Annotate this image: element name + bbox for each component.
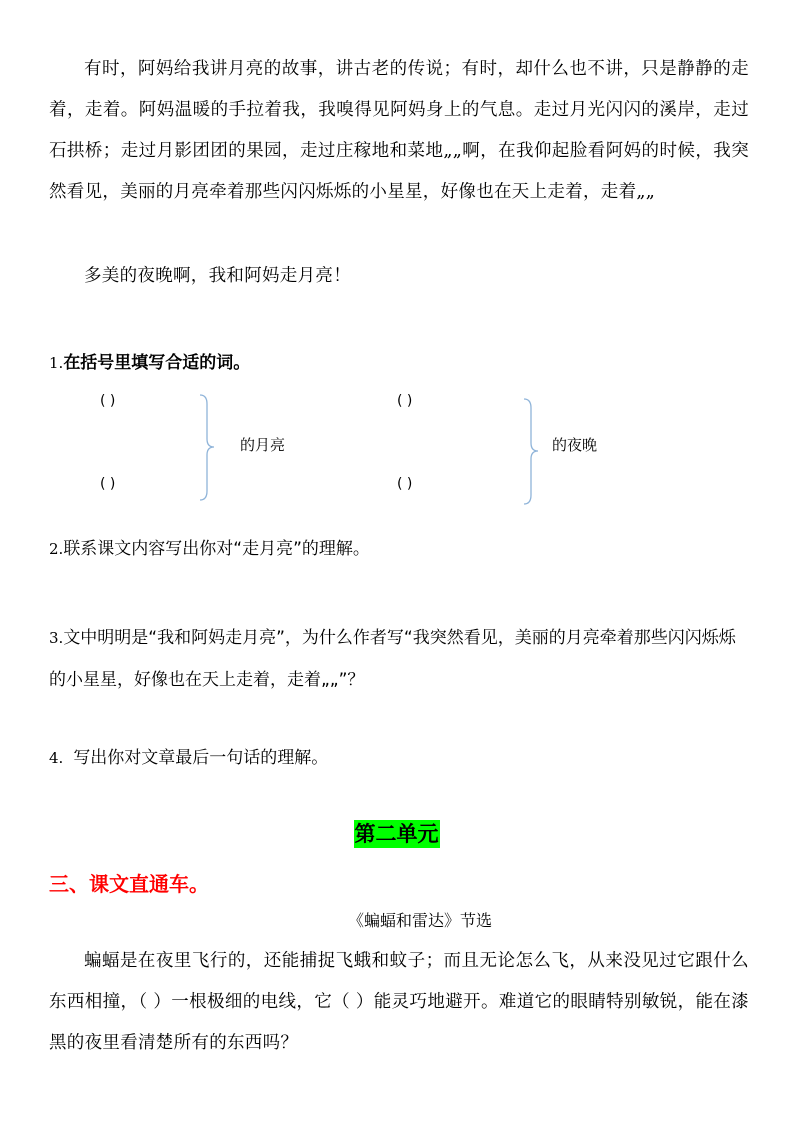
question-4-number: 4. [49, 749, 64, 767]
brace-left-icon [198, 394, 216, 502]
question-3 [49, 617, 749, 701]
question-1-text: 在括号里填写合适的词。 [63, 353, 251, 373]
label-moon: 的月亮 [240, 436, 286, 454]
blank-left-top[interactable]: ( ) [100, 393, 116, 409]
brace-right-icon [522, 398, 540, 506]
question-3-text: 文中明明是“我和阿妈走月亮”，为什么作者写“我突然看见，美丽的月亮牵着那些闪闪烁烁的小星星，好像也在天上走着，走着„„”？ [49, 628, 736, 690]
question-3-number: 3. [49, 629, 64, 647]
question-2-number: 2. [49, 540, 64, 558]
blank-left-bottom[interactable]: ( ) [100, 476, 116, 492]
blank-right-bottom[interactable]: ( ) [397, 476, 413, 492]
question-2 [49, 532, 749, 566]
section-heading: 三、课文直通车。 [49, 872, 209, 896]
passage2-title: 《蝙蝠和雷达》节选 [347, 911, 492, 930]
passage2-paragraph: 蝙蝠是在夜里飞行的，还能捕捉飞蛾和蚊子；而且无论怎么飞，从来没见过它跟什么东西相撞，（ ）一根极细的电线，它（ ）能灵巧地避开。难道它的眼睛特别敏锐，能在漆黑的夜里看清楚所有的东西吗？ [49, 951, 749, 1053]
question-4 [49, 741, 749, 775]
question-1 [49, 346, 749, 380]
unit-heading-text: 第二单元 [354, 822, 439, 846]
question-2-text: 联系课文内容写出你对“走月亮”的理解。 [63, 539, 370, 559]
unit-heading [0, 818, 793, 848]
passage1-paragraph-2: 多美的夜晚啊，我和阿妈走月亮！ [84, 266, 351, 286]
question-4-text: 写出你对文章最后一句话的理解。 [73, 748, 329, 768]
question-1-number: 1. [49, 354, 64, 372]
passage1-paragraph-1: 有时，阿妈给我讲月亮的故事，讲古老的传说；有时，却什么也不讲，只是静静的走着，走着。阿妈温暖的手拉着我，我嗅得见阿妈身上的气息。走过月光闪闪的溪岸，走过石拱桥；走过月影团团的果园，走过庄稼地和菜地„„啊，在我仰起脸看阿妈的时候，我突然看见，美丽的月亮牵着那些闪闪烁烁的小星星，好像也在天上走着，走着„„ [49, 59, 749, 202]
label-night: 的夜晚 [552, 436, 598, 454]
blank-right-top[interactable]: ( ) [397, 393, 413, 409]
